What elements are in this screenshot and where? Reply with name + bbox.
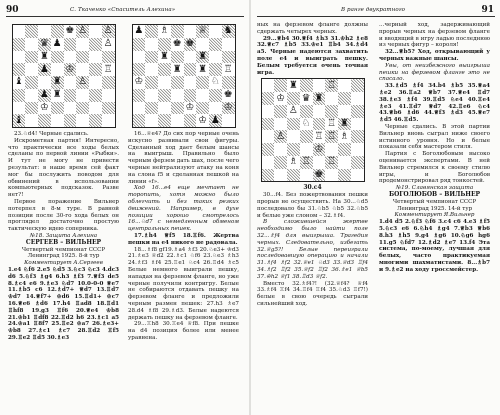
chess-piece-icon: ♔ (185, 101, 195, 113)
chess-piece-icon: ♟ (39, 89, 49, 101)
board-square (76, 51, 89, 64)
chess-piece-icon: ♟ (39, 63, 49, 75)
board-square (133, 76, 146, 89)
board-square (13, 114, 26, 127)
board-square (38, 25, 51, 38)
board-square (76, 89, 89, 102)
board-square (38, 89, 51, 102)
board-square (262, 130, 275, 143)
board-square (351, 130, 364, 143)
chess-piece-icon: ♚ (172, 38, 182, 50)
board-square (325, 105, 338, 118)
board-square (25, 38, 38, 51)
board-square (351, 169, 364, 182)
chess-piece-icon: ♔ (39, 101, 49, 113)
chess-piece-icon: ♝ (14, 114, 24, 126)
game-commentator: Комментирует Я.Вильнер (394, 212, 475, 219)
board-square (287, 118, 300, 131)
game-moves: 1.e4 ♘f6 2.e5 ♘d5 3.♘c3 ♘c3 4.dc3 d6 5.♘f3 ♗g4 6.h3 ♗f3 7.♕f3 de5 8.♗c4 e6 9.♗e3 ♘d7 10.0-0-0 ♕e7 11.♗b5 c6 12.♗d7+ ♕d7 13.♖d7 ♔d7 14.♕f7+ ♔d6 15.♖d1+ ♔c7 16.♕e6 ♗d6 17.h4 ♖ad8 18.♖d1 ♖hf8 19.g3 ♖f6 20.♕e4 ♔b8 21.♔b1 ♖df8 22.♖d2 h6 23.♗c1 a5 24.♔a1 ♖8f7 25.♖e2 ♔a7 26.♗e3+ ♔b8 27.♗c1 ♗c7 28.♖d2 ♖f5 29.♖e2 ♖d5 30.♗e3 (8, 266, 119, 341)
board-square (196, 102, 209, 115)
board-square (64, 63, 77, 76)
chess-piece-icon: ♔ (198, 114, 208, 126)
board-square (351, 79, 364, 92)
board-square (64, 114, 77, 127)
board-square (89, 76, 102, 89)
board-square (158, 63, 171, 76)
chess-piece-icon: ♘ (210, 76, 220, 88)
board-square (300, 130, 313, 143)
board-square (89, 89, 102, 102)
page-number: 91 (481, 5, 494, 15)
chess-piece-icon: ♙ (78, 76, 88, 88)
board-square (158, 114, 171, 127)
chess-piece-icon: ♔ (276, 92, 286, 104)
board-square (51, 114, 64, 127)
chess-diagram (12, 24, 116, 128)
board-square (13, 63, 26, 76)
board-square (196, 89, 209, 102)
board-square (313, 105, 326, 118)
board-square (184, 102, 197, 115)
board-square (38, 76, 51, 89)
chess-piece-icon: ♙ (78, 25, 88, 37)
board-square (102, 25, 115, 38)
board-square (158, 76, 171, 89)
board-square (262, 156, 275, 169)
board-square (102, 76, 115, 89)
board-square (133, 89, 146, 102)
board-square (158, 102, 171, 115)
chess-piece-icon: ♚ (185, 38, 195, 50)
game-number: №19. Славянская защита (395, 185, 474, 192)
board-square (102, 51, 115, 64)
paragraph: 23.♘d4! Черные сдались. (14, 131, 89, 137)
chess-piece-icon: ♜ (172, 63, 182, 75)
board-square (171, 63, 184, 76)
board-square (325, 79, 338, 92)
chess-piece-icon: ♖ (314, 130, 324, 142)
board-square (222, 89, 235, 102)
paragraph: В сложившейся жертве необходимо было найти поле 32...♗f4 для выигрыша. Трагедия черных. Следовательно, избегать 32.♕g5?! Белые переиграли последовавшую операцию и начали 31.♗f4 ♗f2 32.♕e1 ♘d3 33.♕d3 ♖f4 34.♗f2 ♖f2 35.♕f2 ♖f2 36.♗e1 ♕b5 37.♔h2 ♕f1 38.♖d3 ♕f2. (257, 219, 368, 280)
paragraph: Первое поражение Вильнер потерпел в 8-м туре. В равной позиции после 30-го хода белых он проглядел достаточно простую тактическую идею соперника. (8, 198, 119, 233)
board-square (158, 51, 171, 64)
chess-piece-icon: ♖ (327, 130, 337, 142)
chess-diagram (132, 24, 236, 128)
diagram-caption: 30.c4 (303, 184, 322, 192)
board-square (25, 25, 38, 38)
chess-piece-icon: ♜ (52, 89, 62, 101)
chess-piece-icon: ♗ (339, 130, 349, 142)
board-square (300, 169, 313, 182)
board-square (209, 25, 222, 38)
page-number: 90 (6, 5, 19, 15)
game-commentator: Комментирует А.Сергеев (24, 260, 103, 267)
board-square (76, 102, 89, 115)
board-square (222, 102, 235, 115)
chess-piece-icon: ♕ (198, 25, 208, 37)
board-square (145, 114, 158, 127)
board-square (133, 102, 146, 115)
board-square (222, 51, 235, 64)
board-square (145, 63, 158, 76)
board-square (38, 63, 51, 76)
chess-diagram (261, 78, 365, 182)
board-square (184, 38, 197, 51)
board-square (184, 114, 197, 127)
board-square (274, 130, 287, 143)
board-square (25, 76, 38, 89)
chess-piece-icon: ♜ (198, 63, 208, 75)
chess-piece-icon: ♞ (223, 25, 233, 37)
board-square (325, 156, 338, 169)
chess-piece-icon: ♟ (52, 38, 62, 50)
board-square (287, 156, 300, 169)
board-square (64, 51, 77, 64)
board-square (171, 76, 184, 89)
right-page-column-1 (257, 22, 368, 410)
running-head: В ранге двукратного (341, 7, 406, 13)
board-square (351, 92, 364, 105)
board-square (313, 143, 326, 156)
board-square (338, 143, 351, 156)
paragraph: 18...♗f8 gf19.♗a4 ♗f3 20.♘e3+ ♔d3 21.♗e3 ♕d2 22.♗c1 ♘f6 23.♘e3 ♗h3 24.♗f3 ♗f4 25.♖e1 ♘c4 26.♖d4 ♗c5 Белые немного выиграли пешку, нападая на ферзевом фланге, но уже черные получили контригру. Белые не собираются отдавать пешку на ферзевом фланге и предложили черным размен пешек: 27.h3 ♗e7 28.d4 ♗f8 29.♗d3. Белые надеются держать пешку на ферзевом фланге. (128, 246, 239, 321)
board-square (222, 25, 235, 38)
board-square (25, 63, 38, 76)
left-page (0, 0, 249, 415)
chess-piece-icon: ♟ (134, 25, 144, 37)
right-page (251, 0, 500, 415)
board-square (133, 25, 146, 38)
board-square (287, 130, 300, 143)
board-square (274, 169, 287, 182)
game-event: Четвертый чемпионат СССР (21, 246, 106, 253)
chess-piece-icon: ♜ (314, 92, 324, 104)
board-square (300, 143, 313, 156)
board-square (184, 89, 197, 102)
board-square (89, 114, 102, 127)
game-players: СЕРГЕЕВ – ВИЛЬНЕР (25, 238, 102, 246)
chess-piece-icon: ♜ (288, 79, 298, 91)
board-square (300, 156, 313, 169)
board-square (51, 51, 64, 64)
board-square (145, 89, 158, 102)
board-square (38, 114, 51, 127)
board-square (287, 143, 300, 156)
board-square (222, 38, 235, 51)
board-square (325, 118, 338, 131)
chess-piece-icon: ♚ (65, 25, 75, 37)
board-square (51, 38, 64, 51)
chess-piece-icon: ♔ (223, 101, 233, 113)
board-square (76, 63, 89, 76)
board-square (262, 118, 275, 131)
board-square (133, 63, 146, 76)
paragraph: 16...♕e4? До сих пор черные очень искусно развивали свои фигуры. Сделанный ход дает белым шансы на выигрыш. Правильно было черным ферзем дать шах, после чего черные нейтрализуют атаку на коня на слона f5 и сделанная пешкой на линии «f». (128, 131, 239, 185)
paragraph: Ход 16...e4 еще мечтает не торопить, хотя можно было облегчить и без таких резких движений. Например, в духе позиции хорошо смотрелось 16...♘d7 с немедленным обменом центральных пешек. (128, 185, 239, 233)
board-square (209, 89, 222, 102)
paragraph: Вместо 32.♗f4?! (32.♕f4? ♕f4 33.♗f4 ♖f4 34.♖f4 ♖f4 35.♘d3 ♖f7!) белые в свою очередь сыграли сильнейший ход. (257, 280, 368, 307)
board-square (171, 114, 184, 127)
paragraph: Партия с Боголюбовым высоко оценивается экспертами. В ней Вильнер стремился к своему стилю игры, и Боголюбов продемонстрировал ряд тонкостей. (379, 151, 490, 185)
board-square (274, 79, 287, 92)
board-square (145, 25, 158, 38)
game-event: Четвертый чемпионат СССР (392, 198, 477, 205)
board-square (196, 76, 209, 89)
board-square (222, 63, 235, 76)
board-square (133, 114, 146, 127)
header-rule (257, 16, 495, 17)
board-square (313, 130, 326, 143)
paragraph: 17.♗h4 ♕f5 18.♖f6. Жертва пешки на e4 никого не радовала. (128, 232, 239, 246)
chess-piece-icon: ♜ (159, 50, 169, 62)
left-page-column-1 (8, 22, 119, 410)
board-square (51, 76, 64, 89)
board-square (325, 169, 338, 182)
chess-piece-icon: ♖ (223, 63, 233, 75)
board-square (325, 92, 338, 105)
board-square (13, 51, 26, 64)
board-square (325, 130, 338, 143)
board-square (145, 76, 158, 89)
board-square (38, 102, 51, 115)
board-square (76, 114, 89, 127)
board-square (133, 38, 146, 51)
board-square (184, 63, 197, 76)
board-square (287, 79, 300, 92)
board-square (338, 92, 351, 105)
paragraph: Черные сдались. В этой партии Вильнер вновь сыграл ниже своего истинного уровня. Но и белые показали себя мастером стиля. (379, 123, 490, 151)
board-square (13, 76, 26, 89)
board-square (351, 143, 364, 156)
paragraph: 29...♕b4 30.♕f4 ♗h3 31.♔h2 ♗e8 32.♕c7 ♗b5 33.♔e1 ♖b4 34.♗d4 a5. Черные надеются захватить поле е4 и выиграть пешку. Белым требуется очень точная игра. (257, 35, 368, 76)
game-moves: 1.d4 d5 2.♘f3 ♘f6 3.c4 c6 4.e3 ♗f5 5.♘c3 e6 6.♘h4 ♗g4 7.♕b3 ♕b6 8.h3 ♗h5 9.g4 ♗g6 10.♘g6 hg6 11.g5 ♘fd7 12.♗d2 ♗e7 13.f4 Эта система, по-моему, лучшая для белых, часто практикуемая многими шахматистами. 8...♗b7 и 9.♗e2 на ходу гроссмейстер. (379, 219, 490, 273)
board-square (313, 118, 326, 131)
paragraph: 30...f4. Без пожертвования пешки прорыв не осуществить. На 30...♘d5 последовало бы 31.♘b5 ♘b5 32.♘b5 и белые уже слоном – 32.♗f4. (257, 192, 368, 219)
board-square (89, 25, 102, 38)
board-square (274, 92, 287, 105)
board-square (51, 89, 64, 102)
board-square (313, 92, 326, 105)
board-square (351, 105, 364, 118)
board-square (351, 118, 364, 131)
board-square (13, 89, 26, 102)
board-square (102, 102, 115, 115)
board-square (196, 63, 209, 76)
paragraph: 32...♕b5? Ход, открывающий у черных важные шансы. (379, 49, 490, 62)
board-square (300, 92, 313, 105)
board-square (13, 38, 26, 51)
board-square (25, 89, 38, 102)
board-square (64, 102, 77, 115)
board-square (158, 38, 171, 51)
game-event-round: Ленинград 1925. 8-й тур (27, 253, 100, 260)
board-square (196, 25, 209, 38)
header-rule (6, 16, 244, 17)
board-square (287, 169, 300, 182)
paragraph: ...черный ход, задерживающий прорыв черных на ферзевом фланге и вводящий в игру ладью последнюю из черных фигур – короля! (379, 22, 490, 49)
chess-piece-icon: ♜ (198, 50, 208, 62)
chess-piece-icon: ♙ (288, 105, 298, 117)
board-square (287, 105, 300, 118)
board-square (196, 51, 209, 64)
board-square (51, 25, 64, 38)
board-square (76, 25, 89, 38)
board-square (338, 118, 351, 131)
board-square (222, 114, 235, 127)
left-page-column-2 (128, 22, 239, 410)
chess-piece-icon: ♘ (301, 118, 311, 129)
chess-piece-icon: ♖ (327, 79, 337, 91)
board-square (313, 79, 326, 92)
board-square (145, 102, 158, 115)
board-square (338, 156, 351, 169)
chess-piece-icon: ♛ (301, 92, 311, 104)
game-number: №18. Защита Алехина (29, 232, 98, 239)
running-head: С. Ткаченко «Спаситель Алехина» (70, 7, 176, 13)
board-square (25, 51, 38, 64)
board-square (209, 63, 222, 76)
board-square (13, 25, 26, 38)
board-square (25, 102, 38, 115)
board-square (313, 156, 326, 169)
board-square (102, 114, 115, 127)
chess-piece-icon: ♙ (276, 130, 286, 142)
board-square (102, 63, 115, 76)
chess-piece-icon: ♝ (14, 76, 24, 88)
board-square (287, 92, 300, 105)
board-square (171, 51, 184, 64)
board-square (313, 169, 326, 182)
board-square (133, 51, 146, 64)
paragraph: Искрометная партия! Интересно, что практически все ходы белых сделаны по первой линии «Рыбки». И тут не могу не привести результат: в наше время сей факт мог бы послужить поводом для обвинений в использовании компьютерных подсказок. Разве нет?! (8, 137, 119, 199)
board-square (171, 89, 184, 102)
board-square (64, 89, 77, 102)
chess-piece-icon: ♟ (210, 114, 220, 126)
board-square (64, 25, 77, 38)
board-square (274, 156, 287, 169)
board-square (196, 114, 209, 127)
board-square (338, 130, 351, 143)
board-square (184, 51, 197, 64)
chess-piece-icon: ♔ (134, 76, 144, 88)
board-square (158, 89, 171, 102)
chess-piece-icon: ♚ (223, 89, 233, 101)
board-square (196, 38, 209, 51)
chess-piece-icon: ♖ (301, 156, 311, 168)
paragraph: 33.♗d5 ♗f4 34.b4 ♗b5 35.♕a4 ♗e2 36.♖a2 ♕b7 37.♕e4 ♖d7 38.♗e3 ♗f4 39.♖d5 ♘e4 40.♖e4 ♗e3 41.♖d7 ♕d7 42.♖e6 ♘c4 43.♕b6 ♗d6 44.♕f3 ♗d3 45.♕e7 ♗d5 46.♖d5. (379, 83, 490, 124)
board-square (158, 25, 171, 38)
board-square (184, 76, 197, 89)
board-square (209, 114, 222, 127)
board-square (338, 169, 351, 182)
board-square (102, 89, 115, 102)
chess-piece-icon: ♛ (39, 38, 49, 50)
chess-piece-icon: ♖ (327, 156, 337, 168)
chess-piece-icon: ♔ (314, 143, 324, 155)
chess-piece-icon: ♖ (103, 63, 113, 75)
chess-piece-icon: ♜ (39, 50, 49, 62)
board-square (262, 92, 275, 105)
board-square (351, 156, 364, 169)
board-square (300, 79, 313, 92)
board-square (145, 38, 158, 51)
chess-piece-icon: ♜ (339, 118, 349, 129)
board-square (209, 51, 222, 64)
board-square (64, 76, 77, 89)
chess-piece-icon: ♙ (103, 38, 113, 50)
board-square (102, 38, 115, 51)
chess-piece-icon: ♗ (288, 156, 298, 168)
board-square (262, 105, 275, 118)
board-square (325, 143, 338, 156)
board-square (338, 105, 351, 118)
board-square (338, 79, 351, 92)
board-square (209, 102, 222, 115)
chess-piece-icon: ♖ (327, 118, 337, 129)
board-square (64, 38, 77, 51)
board-square (51, 63, 64, 76)
board-square (171, 25, 184, 38)
board-square (184, 25, 197, 38)
board-square (25, 114, 38, 127)
board-square (300, 105, 313, 118)
chess-piece-icon: ♙ (103, 25, 113, 37)
board-square (38, 38, 51, 51)
board-square (171, 102, 184, 115)
board-square (262, 143, 275, 156)
board-square (13, 102, 26, 115)
board-square (209, 38, 222, 51)
board-square (209, 76, 222, 89)
chess-piece-icon: ♗ (159, 25, 169, 37)
board-square (145, 51, 158, 64)
chess-piece-icon: ♔ (65, 63, 75, 75)
board-square (262, 169, 275, 182)
board-square (262, 79, 275, 92)
board-square (89, 38, 102, 51)
game-event-round: Ленинград 1925. 14-й тур (396, 205, 473, 212)
board-square (89, 63, 102, 76)
paragraph: 29...♖h8 30.♖e4 ♕f8. При пешке на d4 позиция более или менее уравнена. (128, 321, 239, 341)
board-square (38, 51, 51, 64)
board-square (76, 76, 89, 89)
board-square (274, 105, 287, 118)
paragraph: Увы, от неизбежного выигрыша пешки на ферзевом фланге это не спасало. (379, 62, 490, 83)
board-square (51, 102, 64, 115)
board-square (89, 102, 102, 115)
right-page-column-2 (379, 22, 490, 410)
board-square (89, 51, 102, 64)
game-players: БОГОЛЮБОВ – ВИЛЬНЕР (388, 190, 481, 198)
board-square (171, 38, 184, 51)
board-square (222, 76, 235, 89)
board-square (274, 143, 287, 156)
chess-piece-icon: ♚ (314, 169, 324, 180)
board-square (274, 118, 287, 131)
board-square (76, 38, 89, 51)
chess-piece-icon: ♜ (52, 76, 62, 88)
paragraph: ных на ферзевом фланге должны сдержать четырех черных. (257, 22, 368, 35)
board-square (300, 118, 313, 131)
